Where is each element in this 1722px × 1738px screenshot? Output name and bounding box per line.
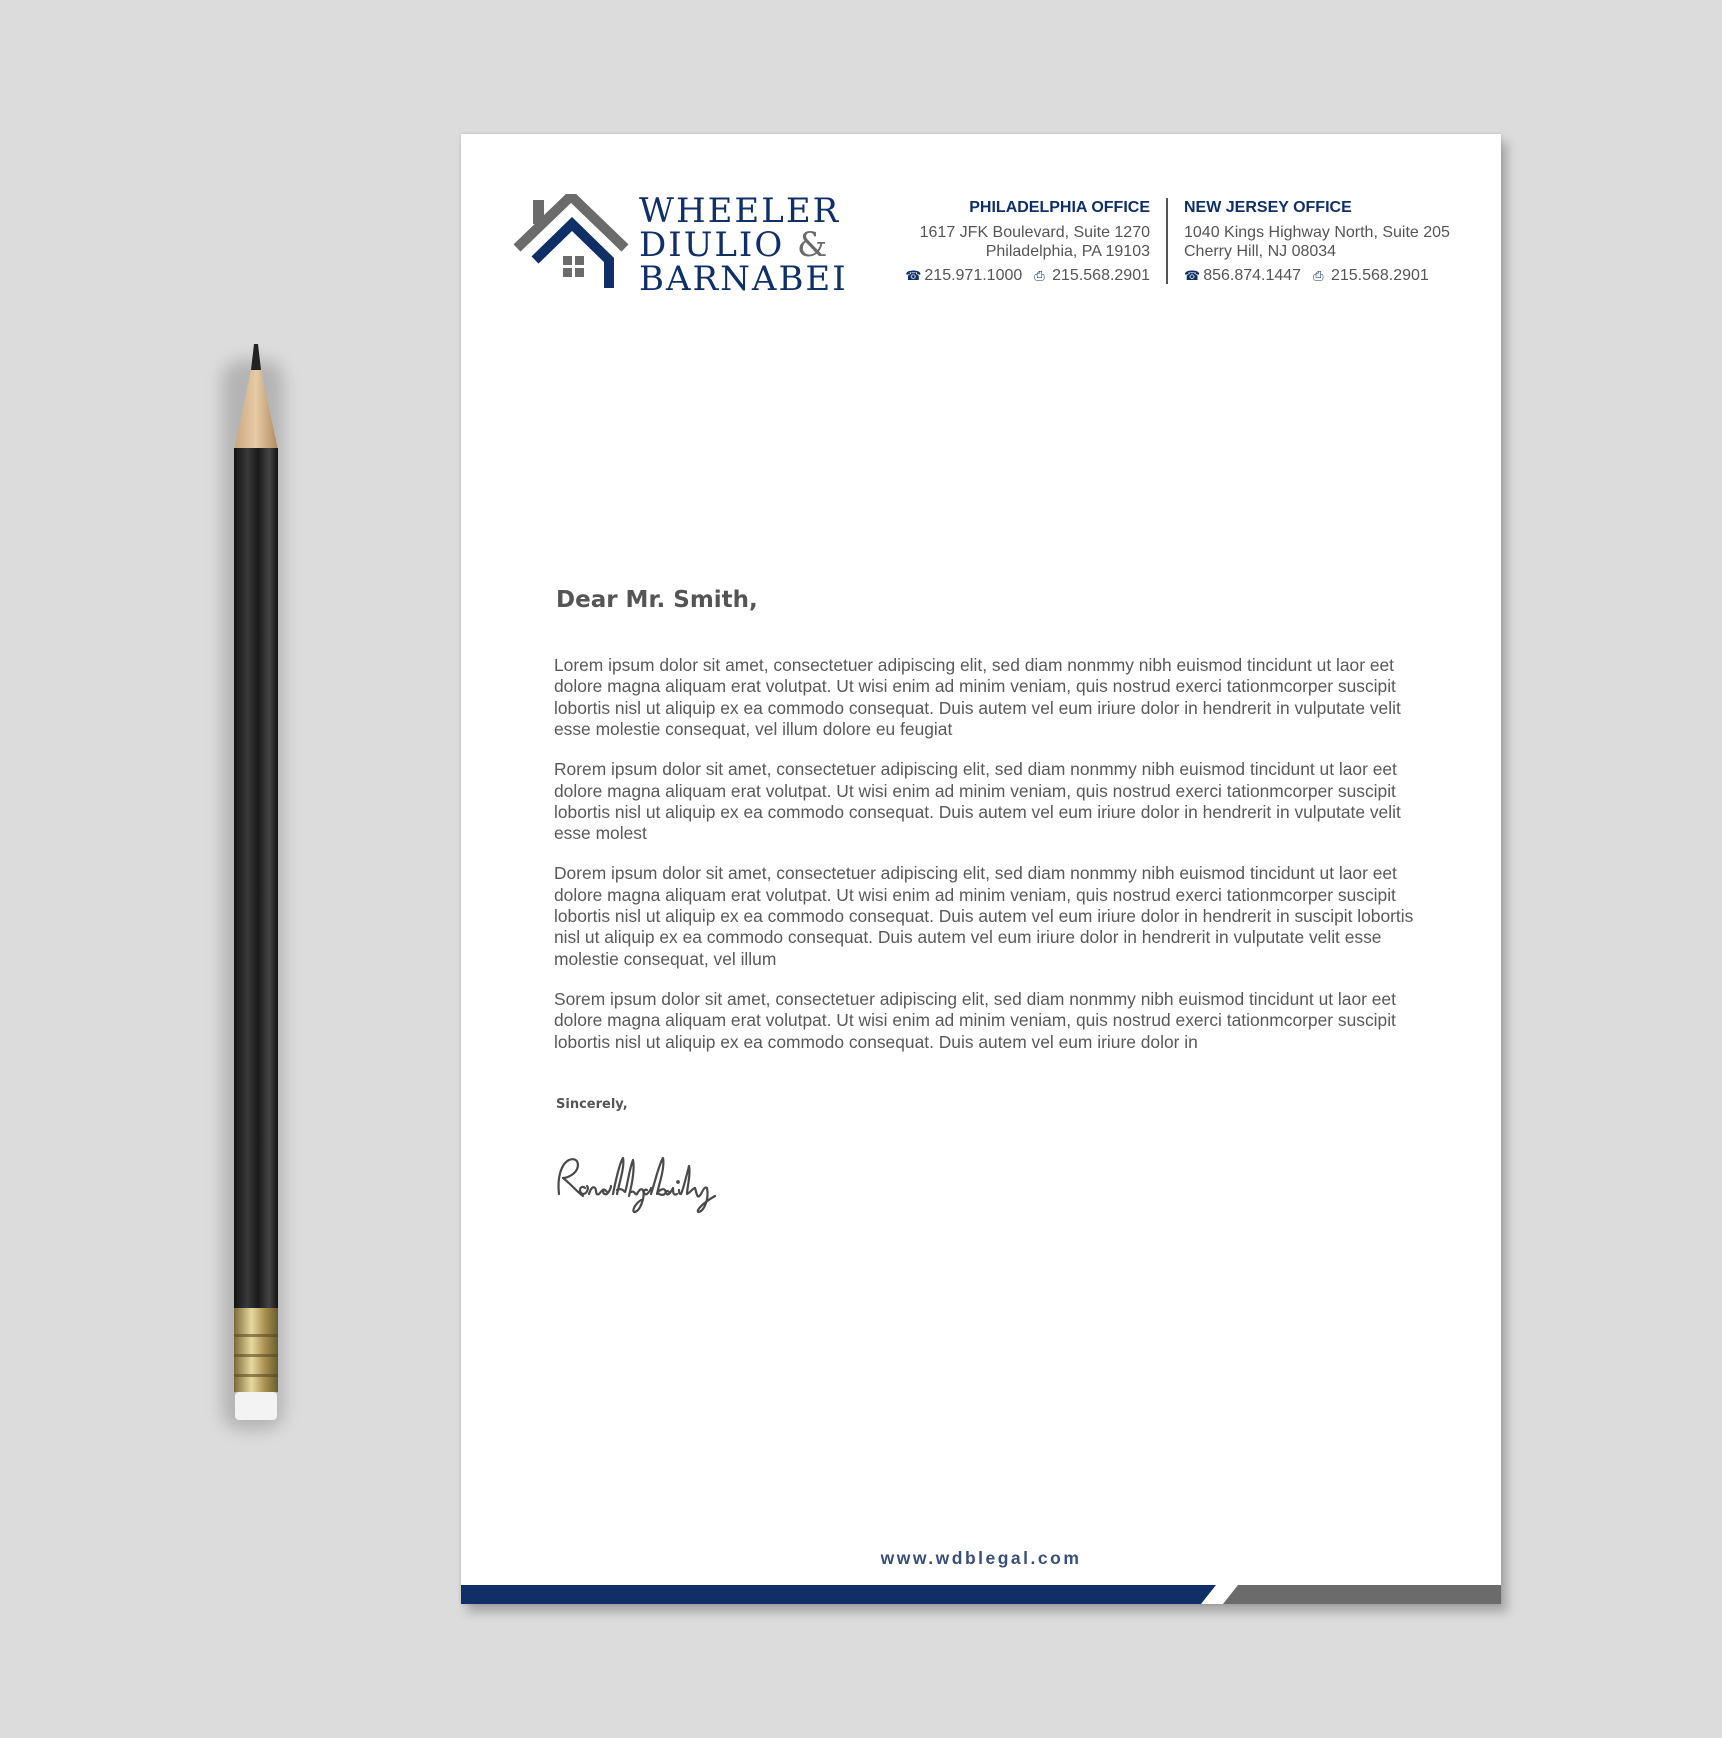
fax-icon: ⎙ [1313,268,1324,283]
letter-body [554,655,1414,1072]
firm-name-line-1: WHEELER [639,191,841,231]
firm-website: www.wdblegal.com [880,1548,1082,1568]
firm-name [639,191,848,299]
firm-name-ampersand: & [797,225,830,265]
letter-paragraph: Dorem ipsum dolor sit amet, consectetuer adipiscing elit, sed diam nonmmy nibh euismod tincidunt ut laor eet dolore magna aliquam erat volutpat. Ut wisi enim ad minim veniam, quis nostrud exerci tationmcorper suscipit lobortis nisl ut aliquip ex ea commodo consequat. Duis autem vel eum iriure dolor in hendrerit in suscipit lobortis nisl ut aliquip ex ea commodo consequat. Duis autem vel eum iriure dolor in hendrerit in vulputate velit esse molestie consequat, vel illum [554,863,1414,969]
letter-paragraph: Lorem ipsum dolor sit amet, consectetuer adipiscing elit, sed diam nonmmy nibh euismod tincidunt ut laor eet dolore magna aliquam erat volutpat. Ut wisi enim ad minim veniam, quis nostrud exerci tationmcorper suscipit lobortis nisl ut aliquip ex ea commodo consequat. Duis autem vel eum iriure dolor in hendrerit in vulputate velit esse molestie consequat, vel illum dolore eu feugiat [554,655,1401,740]
pencil-image [230,344,282,1424]
fax-icon: ⎙ [1034,268,1045,283]
office-phone-row [1184,266,1450,285]
office-phone: 856.874.1447 [1203,267,1302,284]
footer-color-bar [461,1585,1501,1604]
letter-salutation: Dear Mr. Smith, [556,587,758,613]
office-phone-row [905,266,1150,285]
phone-icon: ☎ [1184,268,1201,283]
office-title: NEW JERSEY OFFICE [1184,199,1352,216]
office-phone: 215.971.1000 [924,267,1023,284]
office-address-line-2: Cherry Hill, NJ 08034 [1184,243,1337,260]
office-title: PHILADELPHIA OFFICE [969,199,1150,216]
letter-closing: Sincerely, [556,1097,628,1112]
office-fax: 215.568.2901 [1052,267,1150,284]
house-logo-icon [513,194,637,304]
philadelphia-office-block [905,198,1150,285]
office-divider [1166,198,1168,284]
firm-logo [513,191,848,304]
handwritten-signature [551,1144,731,1214]
new-jersey-office-block [1184,198,1450,285]
firm-name-line-3: BARNABEI [639,259,848,299]
letterhead-page [461,134,1501,1604]
firm-name-line-2 [639,225,848,265]
office-address-line-1: 1040 Kings Highway North, Suite 205 [1184,224,1450,241]
letter-paragraph: Rorem ipsum dolor sit amet, consectetuer adipiscing elit, sed diam nonmmy nibh euismod tincidunt ut laor eet dolore magna aliquam erat volutpat. Ut wisi enim ad minim veniam, quis nostrud exerci tationmcorper suscipit lobortis nisl ut aliquip ex ea commodo consequat. Duis autem vel eum iriure dolor in hendrerit in vulputate velit esse molest [554,759,1401,844]
office-fax: 215.568.2901 [1330,267,1429,284]
office-address-line-1: 1617 JFK Boulevard, Suite 1270 [919,224,1150,241]
letter-paragraph: Sorem ipsum dolor sit amet, consectetuer adipiscing elit, sed diam nonmmy nibh euismod tincidunt ut laor eet dolore magna aliquam erat volutpat. Ut wisi enim ad minim veniam, quis nostrud exerci tationmcorper suscipit lobortis nisl ut aliquip ex ea commodo consequat. Duis autem vel eum iriure dolor in [554,988,1396,1052]
phone-icon: ☎ [905,268,922,283]
firm-name-diulio: DIULIO [639,225,785,265]
office-address-line-2: Philadelphia, PA 19103 [985,243,1150,260]
